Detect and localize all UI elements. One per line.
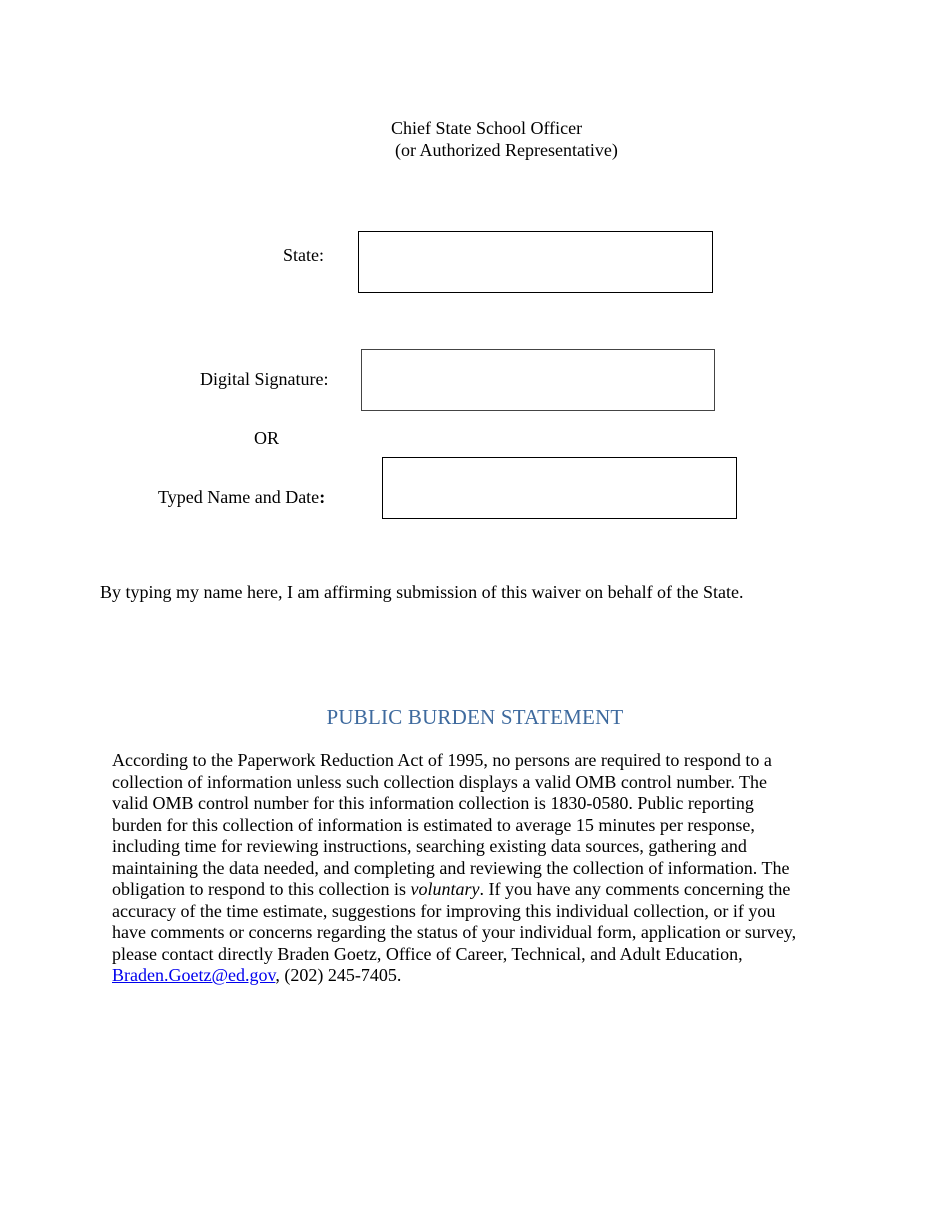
paragraph-line: According to the Paperwork Reduction Act of 1995, no persons are required to respond to a — [112, 750, 772, 770]
burden-statement-heading: PUBLIC BURDEN STATEMENT — [326, 705, 624, 729]
line-text: . If you have any comments concerning the — [479, 879, 791, 899]
or-separator: OR — [254, 428, 280, 448]
typed-name-date-input[interactable] — [382, 457, 737, 519]
paragraph-line: burden for this collection of information is estimated to average 15 minutes per response, — [112, 814, 755, 835]
paragraph-line: valid OMB control number for this information collection is 1830-0580. Public reporting — [112, 793, 754, 813]
paragraph-line: collection of information unless such collection displays a valid OMB control number. The — [112, 771, 768, 792]
burden-statement-paragraph — [112, 750, 832, 987]
paragraph-line: accuracy of the time estimate, suggestions for improving this individual collection, or if you — [112, 900, 776, 921]
paragraph-line — [112, 879, 832, 901]
typed-name-label — [158, 486, 325, 508]
affirmation-text: By typing my name here, I am affirming submission of this waiver on behalf of the State. — [100, 582, 744, 602]
digital-signature-label: Digital Signature: — [200, 369, 329, 389]
paragraph-line: please contact directly Braden Goetz, Office of Career, Technical, and Adult Education, — [112, 943, 743, 964]
voluntary-emphasis: voluntary — [410, 879, 480, 899]
typed-name-label-text: Typed Name and Date — [158, 487, 320, 507]
signatory-subtitle: (or Authorized Representative) — [395, 140, 618, 160]
paragraph-line — [112, 965, 832, 987]
state-input[interactable] — [358, 231, 713, 293]
line-text: obligation to respond to this collection is — [112, 879, 411, 899]
typed-name-label-colon: : — [319, 487, 326, 507]
signatory-title: Chief State School Officer — [391, 118, 583, 138]
contact-email-link[interactable]: Braden.Goetz@ed.gov — [112, 965, 276, 985]
paragraph-line: including time for reviewing instructions, searching existing data sources, gathering and — [112, 836, 747, 856]
contact-phone: , (202) 245-7405. — [275, 965, 402, 985]
paragraph-line: maintaining the data needed, and completing and reviewing the collection of information. The — [112, 857, 790, 878]
state-label: State: — [283, 245, 324, 265]
paragraph-line: have comments or concerns regarding the status of your individual form, application or survey, — [112, 922, 797, 942]
digital-signature-field[interactable] — [361, 349, 715, 411]
